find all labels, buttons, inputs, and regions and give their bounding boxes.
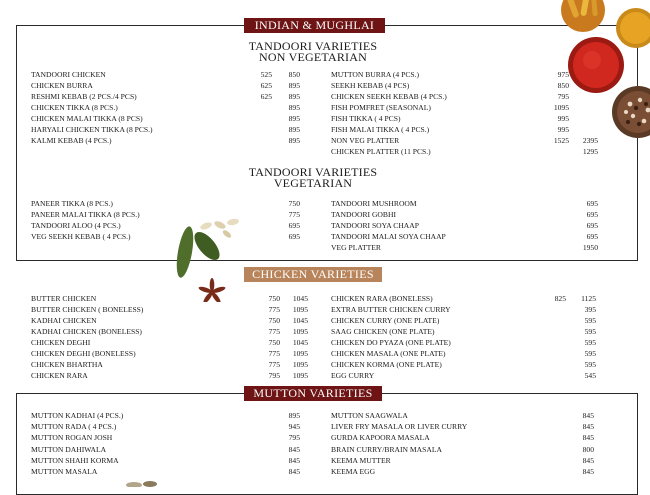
- menu-item-price-full: 895: [288, 136, 300, 145]
- menu-item-name: KALMI KEBAB (4 PCS.): [31, 136, 112, 145]
- menu-item-price-full: 1045: [292, 316, 308, 325]
- menu-item-price-half: 775: [268, 360, 280, 369]
- menu-item-price-full: 895: [288, 92, 300, 101]
- menu-item-price-half: 775: [268, 327, 280, 336]
- menu-item-price-full: 750: [288, 199, 300, 208]
- menu-item-price-half: 750: [268, 316, 280, 325]
- menu-item-name: MUTTON SAAGWALA: [331, 411, 408, 420]
- menu-item-price-full: 895: [288, 411, 300, 420]
- menu-item-price-full: 895: [288, 114, 300, 123]
- menu-item-price-half: 1525: [553, 136, 569, 145]
- menu-item-name: MUTTON KADHAI (4 PCS.): [31, 411, 124, 420]
- menu-item-name: MUTTON BURRA (4 PCS.): [331, 70, 420, 79]
- mutton-section-box: [16, 393, 638, 495]
- menu-item-name: CHICKEN MALAI TIKKA (8 PCS): [31, 114, 143, 123]
- menu-item-price-full: 695: [586, 221, 598, 230]
- menu-item-price-full: 895: [288, 81, 300, 90]
- menu-item-price-half: 850: [557, 81, 569, 90]
- menu-item-price-full: 1095: [292, 327, 308, 336]
- nonveg-subtitle: NON VEGETARIAN: [259, 50, 367, 64]
- menu-item-price-full: 545: [584, 371, 596, 380]
- menu-item-name: LIVER FRY MASALA OR LIVER CURRY: [331, 422, 468, 432]
- menu-item-price-half: 995: [557, 125, 569, 134]
- menu-item-name: KADHAI CHICKEN (BONELESS): [31, 327, 142, 336]
- menu-item-price-full: 800: [582, 444, 594, 454]
- menu-item-price-full: 695: [586, 232, 598, 241]
- menu-item-price-half: 625: [260, 92, 272, 101]
- menu-item-name: GURDA KAPOORA MASALA: [331, 433, 430, 443]
- menu-item-price-full: 845: [582, 455, 594, 465]
- menu-item-price-half: 525: [260, 70, 272, 79]
- menu-item-price-half: 795: [268, 371, 280, 380]
- menu-item-name: TANDOORI CHICKEN: [31, 70, 106, 79]
- menu-item-price-half: 775: [268, 305, 280, 314]
- menu-item-price-full: 695: [288, 221, 300, 230]
- menu-item-name: VEG SEEKH KEBAB ( 4 PCS.): [31, 232, 131, 241]
- menu-item-name: MUTTON RADA ( 4 PCS.): [31, 422, 117, 432]
- menu-item-price-half: 995: [557, 114, 569, 123]
- menu-item-price-full: 845: [582, 422, 594, 432]
- menu-item-name: CHICKEN RARA: [31, 371, 88, 380]
- menu-item-name: BUTTER CHICKEN: [31, 294, 97, 303]
- menu-item-name: CHICKEN TIKKA (8 PCS.): [31, 103, 118, 112]
- menu-item-price-full: 1095: [292, 371, 308, 380]
- menu-item-price-half: 825: [554, 294, 566, 303]
- menu-item-price-full: 945: [288, 422, 300, 432]
- menu-item-price-full: 1950: [582, 243, 598, 252]
- menu-item-price-full: 795: [288, 433, 300, 443]
- menu-item-name: CHICKEN DO PYAZA (ONE PLATE): [331, 338, 451, 347]
- indian-mughlai-banner: INDIAN & MUGHLAI: [244, 18, 385, 33]
- nonveg-title: TANDOORI VARIETIES: [248, 39, 378, 53]
- menu-item-name: CHICKEN BURRA: [31, 81, 93, 90]
- menu-item-price-full: 695: [586, 199, 598, 208]
- menu-item-name: VEG PLATTER: [331, 243, 381, 252]
- menu-item-name: HARYALI CHICKEN TIKKA (8 PCS.): [31, 125, 153, 134]
- menu-item-name: FISH MALAI TIKKA ( 4 PCS.): [331, 125, 430, 134]
- menu-item-name: MUTTON DAHIWALA: [31, 444, 107, 454]
- menu-item-price-full: 1125: [581, 294, 596, 303]
- menu-item-name: EGG CURRY: [331, 371, 375, 380]
- menu-item-price-full: 775: [288, 210, 300, 219]
- menu-item-name: MUTTON MASALA: [31, 467, 98, 476]
- menu-item-name: CHICKEN SEEKH KEBAB (4 PCS.): [331, 92, 447, 101]
- menu-item-name: KEEMA MUTTER: [331, 455, 391, 465]
- menu-item-name: CHICKEN CURRY (ONE PLATE): [331, 316, 440, 325]
- menu-item-name: MUTTON ROGAN JOSH: [31, 433, 113, 443]
- star-anise-icon: [198, 278, 226, 302]
- menu-item-price-full: 1095: [292, 305, 308, 314]
- chicken-varieties-banner: CHICKEN VARIETIES: [244, 267, 382, 282]
- veg-title: TANDOORI VARIETIES: [248, 165, 378, 179]
- menu-item-name: CHICKEN DEGHI: [31, 338, 91, 347]
- menu-item-name: CHICKEN KORMA (ONE PLATE): [331, 360, 442, 369]
- menu-item-name: TANDOORI ALOO (4 PCS.): [31, 221, 121, 230]
- menu-item-name: RESHMI KEBAB (2 PCS./4 PCS): [31, 92, 137, 101]
- menu-item-price-full: 595: [584, 338, 596, 347]
- menu-item-price-half: 795: [557, 92, 569, 101]
- menu-item-name: TANDOORI SOYA CHAAP: [331, 221, 419, 230]
- menu-item-name: PANEER TIKKA (8 PCS.): [31, 199, 113, 208]
- bay-leaf-image: [170, 212, 250, 302]
- menu-item-name: CHICKEN PLATTER (11 PCS.): [331, 147, 431, 156]
- menu-item-price-half: 1095: [553, 103, 569, 112]
- menu-item-name: MUTTON SHAHI KORMA: [31, 455, 119, 465]
- menu-item-price-full: 695: [288, 232, 300, 241]
- menu-item-price-full: 850: [288, 70, 300, 79]
- menu-item-name: FISH TIKKA ( 4 PCS): [331, 114, 401, 123]
- veg-subtitle: VEGETARIAN: [273, 176, 353, 190]
- menu-item-price-full: 895: [288, 125, 300, 134]
- menu-item-name: TANDOORI GOBHI: [331, 210, 396, 219]
- menu-item-price-full: 395: [584, 305, 596, 314]
- menu-item-price-half: 750: [268, 294, 280, 303]
- menu-item-price-full: 845: [582, 433, 594, 443]
- menu-item-name: BUTTER CHICKEN ( BONELESS): [31, 305, 144, 314]
- menu-item-name: TANDOORI MALAI SOYA CHAAP: [331, 232, 446, 241]
- menu-item-name: CHICKEN DEGHI (BONELESS): [31, 349, 136, 358]
- mutton-varieties-banner: MUTTON VARIETIES: [244, 386, 382, 401]
- menu-item-price-full: 695: [586, 210, 598, 219]
- menu-item-price-full: 845: [288, 444, 300, 454]
- menu-item-price-full: 895: [288, 103, 300, 112]
- menu-item-price-full: 2395: [582, 136, 598, 145]
- menu-item-name: KADHAI CHICKEN: [31, 316, 97, 325]
- menu-item-name: BRAIN CURRY/BRAIN MASALA: [331, 444, 442, 454]
- menu-item-name: PANEER MALAI TIKKA (8 PCS.): [31, 210, 140, 219]
- menu-item-price-half: 975: [557, 70, 569, 79]
- bottom-spice-image: [124, 477, 164, 487]
- menu-item-price-full: 595: [584, 327, 596, 336]
- menu-item-name: CHICKEN MASALA (ONE PLATE): [331, 349, 446, 358]
- menu-item-price-full: 845: [288, 467, 300, 476]
- menu-item-price-half: 625: [260, 81, 272, 90]
- menu-item-price-full: 595: [584, 360, 596, 369]
- menu-item-price-full: 1095: [292, 349, 308, 358]
- menu-item-price-full: 845: [288, 455, 300, 465]
- menu-item-price-full: 1295: [582, 147, 598, 156]
- menu-item-name: TANDOORI MUSHROOM: [331, 199, 417, 208]
- menu-item-price-full: 595: [584, 349, 596, 358]
- menu-item-name: SAAG CHICKEN (ONE PLATE): [331, 327, 435, 336]
- menu-item-price-full: 595: [584, 316, 596, 325]
- menu-item-name: CHICKEN RARA (BONELESS): [331, 294, 433, 303]
- spice-bowls-image: [560, 0, 650, 145]
- menu-item-name: EXTRA BUTTER CHICKEN CURRY: [331, 305, 451, 314]
- menu-item-name: CHICKEN BHARTHA: [31, 360, 103, 369]
- menu-item-price-full: 845: [582, 467, 594, 476]
- menu-item-name: KEEMA EGG: [331, 467, 376, 476]
- menu-item-name: FISH POMFRET (SEASONAL): [331, 103, 431, 112]
- menu-item-price-half: 775: [268, 349, 280, 358]
- menu-item-name: NON VEG PLATTER: [331, 136, 400, 145]
- menu-item-price-full: 1095: [292, 360, 308, 369]
- menu-item-price-full: 1045: [292, 338, 308, 347]
- menu-item-name: SEEKH KEBAB (4 PCS): [331, 81, 410, 90]
- menu-item-price-half: 750: [268, 338, 280, 347]
- menu-item-price-full: 845: [582, 411, 594, 420]
- menu-item-price-full: 1045: [292, 294, 308, 303]
